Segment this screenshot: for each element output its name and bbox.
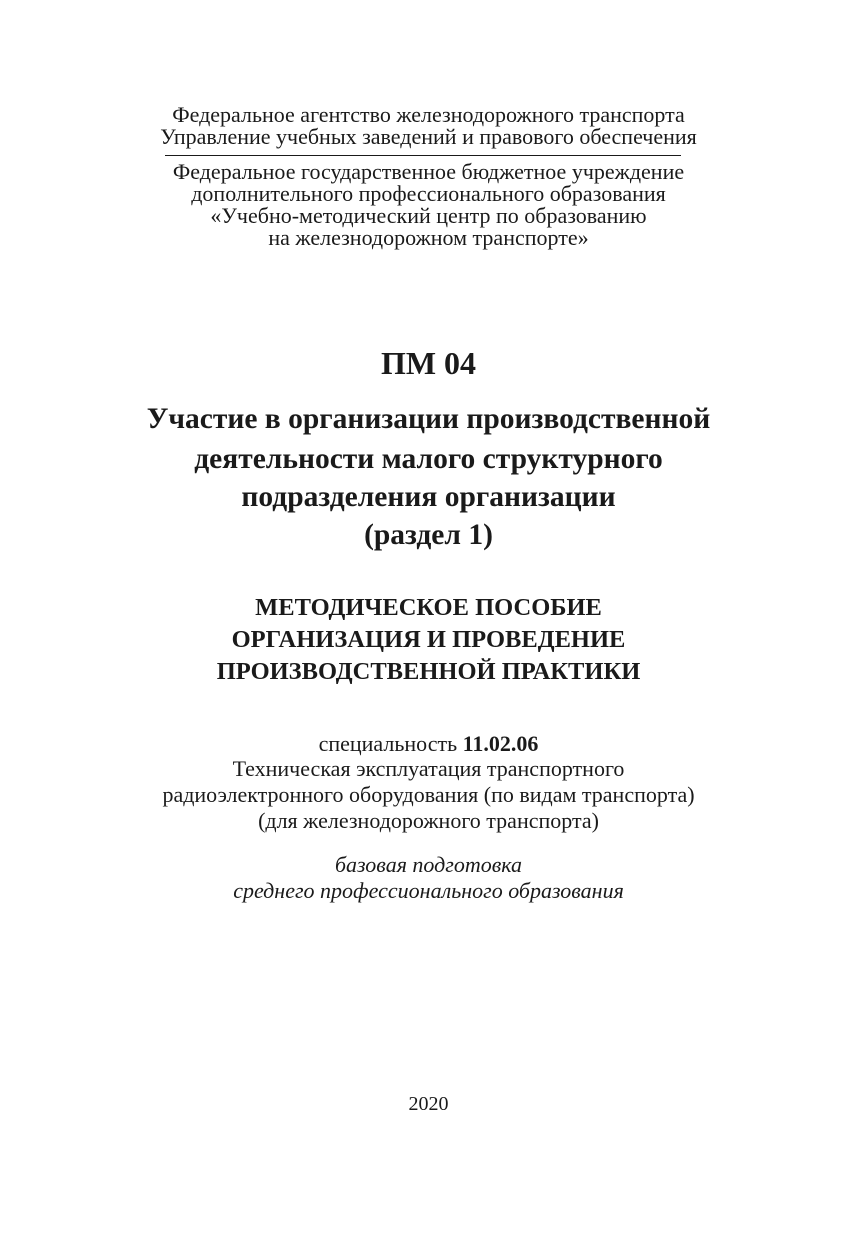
doc-type-line-2: ОРГАНИЗАЦИЯ И ПРОВЕДЕНИЕ bbox=[231, 626, 626, 653]
institution-line-4: на железнодорожном транспорте» bbox=[268, 225, 589, 250]
level-line-1: базовая подготовка bbox=[334, 852, 523, 877]
module-title-line-1: Участие в организации производственной bbox=[146, 403, 711, 435]
module-title-line-2: деятельности малого структурного bbox=[194, 443, 663, 475]
module-code: ПМ 04 bbox=[380, 345, 477, 381]
specialty-label: специальность bbox=[318, 731, 458, 756]
doc-type-line-1: МЕТОДИЧЕСКОЕ ПОСОБИЕ bbox=[255, 594, 602, 621]
specialty-name-line-3: (для железнодорожного транспорта) bbox=[258, 808, 599, 833]
specialty-code: 11.02.06 bbox=[462, 731, 539, 756]
specialty-name-line-2: радиоэлектронного оборудования (по видам транспорта) bbox=[162, 782, 695, 807]
specialty-line bbox=[0, 731, 857, 757]
doc-type-line-3: ПРОИЗВОДСТВЕННОЙ ПРАКТИКИ bbox=[216, 658, 641, 685]
institution-line-3: «Учебно-методический центр по образованию bbox=[210, 203, 647, 228]
level-line-2: среднего профессионального образования bbox=[233, 878, 624, 903]
institution-line-1: Федеральное государственное бюджетное учреждение bbox=[172, 159, 685, 184]
institution-line-2: дополнительного профессионального образования bbox=[191, 181, 666, 206]
agency-name: Федеральное агентство железнодорожного транспорта bbox=[172, 102, 685, 127]
department-name: Управление учебных заведений и правового обеспечения bbox=[160, 124, 697, 149]
module-title-line-3: подразделения организации bbox=[241, 481, 616, 513]
specialty-name-line-1: Техническая эксплуатация транспортного bbox=[232, 756, 625, 781]
header-divider bbox=[165, 155, 681, 156]
module-title-line-4: (раздел 1) bbox=[364, 519, 493, 551]
publication-year: 2020 bbox=[408, 1093, 449, 1115]
